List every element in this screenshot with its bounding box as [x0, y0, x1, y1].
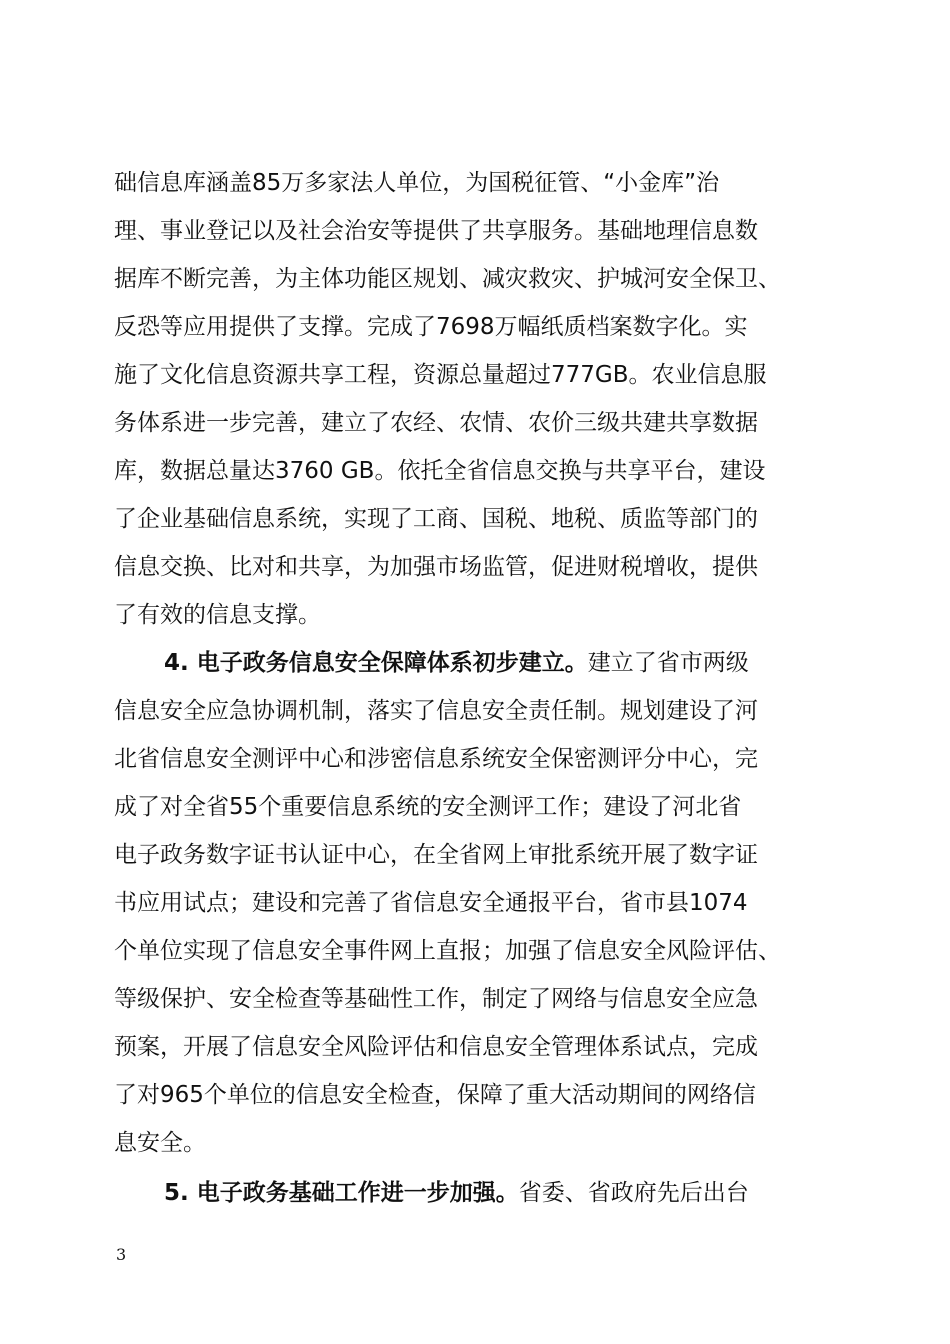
- paragraph-line: 北省信息安全测评中心和涉密信息系统安全保密测评分中心，完: [114, 746, 758, 772]
- paragraph-line: 库，数据总量达3760 GB。依托全省信息交换与共享平台，建设: [114, 458, 766, 484]
- page-number: 3: [116, 1245, 127, 1264]
- paragraph-line: 务体系进一步完善，建立了农经、农情、农价三级共建共享数据: [114, 410, 758, 436]
- paragraph-line: 信息交换、比对和共享，为加强市场监管，促进财税增收，提供: [114, 554, 758, 580]
- section-4-first-line: [164, 643, 749, 683]
- paragraph-line: 成了对全省55个重要信息系统的安全测评工作；建设了河北省: [114, 794, 742, 820]
- paragraph-line: 据库不断完善，为主体功能区规划、减灾救灾、护城河安全保卫、: [114, 266, 781, 292]
- paragraph-line: 个单位实现了信息安全事件网上直报；加强了信息安全风险评估、: [114, 938, 781, 964]
- paragraph-line: 预案，开展了信息安全风险评估和信息安全管理体系试点，完成: [114, 1034, 758, 1060]
- paragraph-line: 了有效的信息支撑。: [114, 602, 321, 628]
- section-5-heading: 5. 电子政务基础工作进一步加强。: [164, 1180, 519, 1206]
- paragraph-line: 础信息库涵盖85万多家法人单位，为国税征管、“小金库”治: [114, 170, 720, 196]
- paragraph-line: 息安全。: [114, 1130, 206, 1156]
- paragraph-line: 施了文化信息资源共享工程，资源总量超过777GB。农业信息服: [114, 362, 767, 388]
- paragraph-line: 电子政务数字证书认证中心，在全省网上审批系统开展了数字证: [114, 842, 758, 868]
- section-4-heading: 4. 电子政务信息安全保障体系初步建立。: [164, 650, 588, 676]
- paragraph-line: 等级保护、安全检查等基础性工作，制定了网络与信息安全应急: [114, 986, 758, 1012]
- section-5-first-line-text: 省委、省政府先后出台: [518, 1180, 749, 1206]
- paragraph-line: 信息安全应急协调机制，落实了信息安全责任制。规划建设了河: [114, 698, 758, 724]
- paragraph-line: 了对965个单位的信息安全检查，保障了重大活动期间的网络信: [114, 1082, 756, 1108]
- section-4-first-line-text: 建立了省市两级: [587, 650, 749, 676]
- section-5-first-line: [164, 1173, 749, 1213]
- paragraph-line: 了企业基础信息系统，实现了工商、国税、地税、质监等部门的: [114, 506, 758, 532]
- paragraph-line: 反恐等应用提供了支撑。完成了7698万幅纸质档案数字化。实: [114, 314, 748, 340]
- paragraph-line: 书应用试点；建设和完善了省信息安全通报平台，省市县1074: [114, 890, 748, 916]
- paragraph-line: 理、事业登记以及社会治安等提供了共享服务。基础地理信息数: [114, 218, 758, 244]
